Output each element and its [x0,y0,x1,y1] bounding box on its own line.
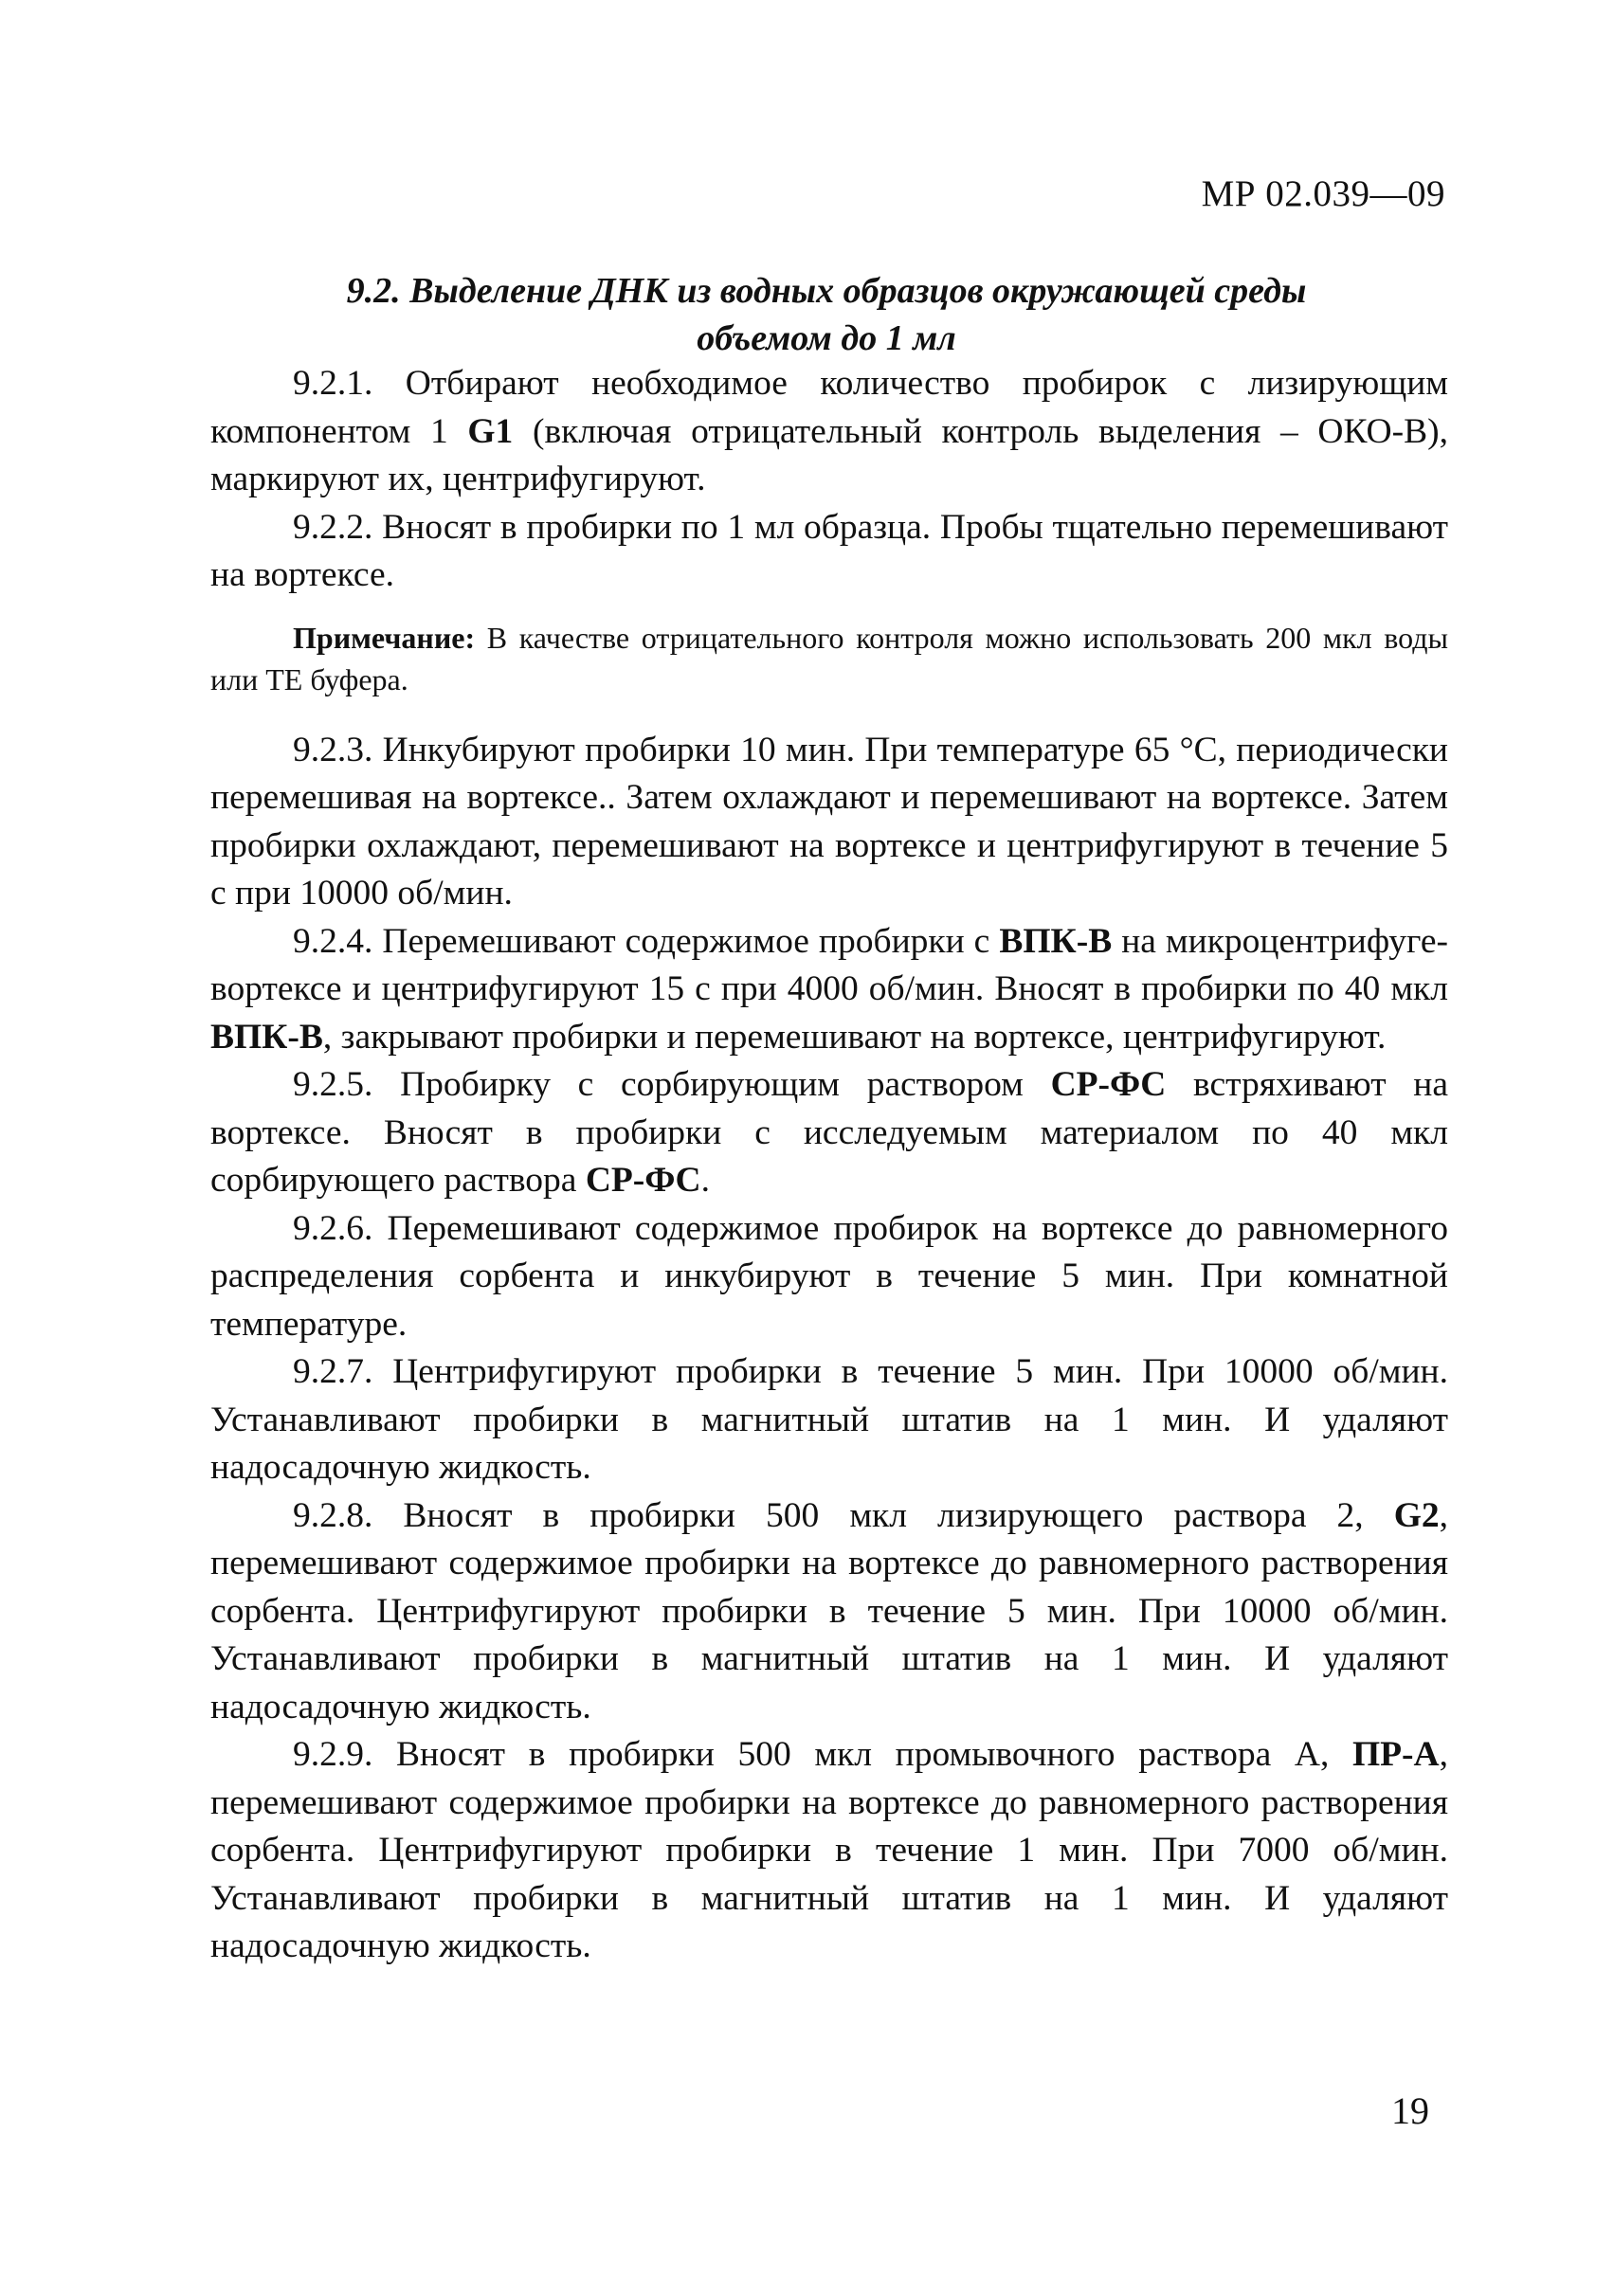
section-title-line-2: объемом до 1 мл [697,318,956,358]
paragraph-9-2-1 [210,360,1448,504]
reagent-code: ВПК-В [999,921,1113,961]
paragraph-9-2-2: 9.2.2. Вносят в пробирки по 1 мл образца. Пробы тщательно перемешивают на вортексе. [210,507,1448,594]
reagent-code: СР-ФС [585,1161,701,1200]
reagent-code: G1 [467,411,514,451]
reagent-code: G2 [1393,1495,1440,1535]
page-number: 19 [1391,2089,1429,2132]
paragraph-text: 9.2.9. Вносят в пробирки 500 мкл промывочного раствора А, [293,1735,1352,1774]
paragraph-9-2-7: 9.2.7. Центрифугируют пробирки в течение 5 мин. При 10000 об/мин. Устанавливают пробирки в магнитный штатив на 1 мин. И удаляют надосадочную жидкость. [210,1352,1448,1487]
reagent-code: ПР-А [1351,1735,1440,1774]
reagent-code: СР-ФС [1050,1065,1167,1104]
paragraph-text: . [700,1161,710,1200]
paragraph-text: 9.2.1. Отбирают необходимое количество пробирок с лизирующим компонентом 1 [210,364,1448,451]
paragraph-9-2-4 [210,918,1448,1062]
paragraph-text: 9.2.5. Пробирку с сорбирующим раствором [293,1065,1051,1104]
paragraph-9-2-8 [210,1492,1448,1732]
paragraph-text: (включая отрицательный контроль выделения – ОКО-В), маркируют их, центрифугируют. [210,411,1448,498]
paragraph-text: на микроцентрифуге-вортексе и центрифугируют 15 с при 4000 об/мин. Вносят в пробирки по 40 мкл [210,921,1449,1008]
paragraph-text: 9.2.4. Перемешивают содержимое пробирки с [293,921,1000,961]
paragraph-text: 9.2.8. Вносят в пробирки 500 мкл лизирующего раствора 2, [293,1495,1394,1535]
document-body [210,360,1448,1971]
paragraph-9-2-5 [210,1061,1448,1205]
paragraph-text: , закрывают пробирки и перемешивают на вортексе, центрифугируют. [322,1017,1387,1057]
note-text: В качестве отрицательного контроля можно использовать 200 мкл воды или ТЕ буфера. [210,620,1448,696]
reagent-code: ВПК-В [210,1017,323,1057]
section-title [210,267,1442,362]
note-label: Примечание: [293,620,476,655]
paragraph-9-2-6: 9.2.6. Перемешивают содержимое пробирок на вортексе до равномерного распределения сорбента и инкубируют в течение 5 мин. При комнатной температуре. [210,1208,1448,1344]
paragraph-9-2-3: 9.2.3. Инкубируют пробирки 10 мин. При температуре 65 °С, периодически перемешивая на вортексе.. Затем охлаждают и перемешивают на вортексе. Затем пробирки охлаждают, перемешивают на вортексе и центрифугируют в течение 5 с при 10000 об/мин. [210,730,1448,913]
paragraph-text: встряхивают на вортексе. Вносят в пробирки с исследуемым материалом по 40 мкл сорбирующего раствора [210,1065,1448,1200]
paragraph-text: , перемешивают содержимое пробирки на вортексе до равномерного растворения сорбента. Центрифугируют пробирки в течение 1 мин. При 7000 об/мин. Устанавливают пробирки в магнитный штатив на 1 мин. И удаляют надосадочную жидкость. [210,1735,1448,1965]
note [210,617,1448,700]
paragraph-text: , перемешивают содержимое пробирки на вортексе до равномерного растворения сорбента. Центрифугируют пробирки в течение 5 мин. При 10000 об/мин. Устанавливают пробирки в магнитный штатив на 1 мин. И удаляют надосадочную жидкость. [210,1495,1448,1727]
paragraph-9-2-9 [210,1731,1448,1971]
document-code: МР 02.039—09 [1201,173,1445,214]
section-title-line-1: 9.2. Выделение ДНК из водных образцов окружающей среды [346,271,1307,311]
